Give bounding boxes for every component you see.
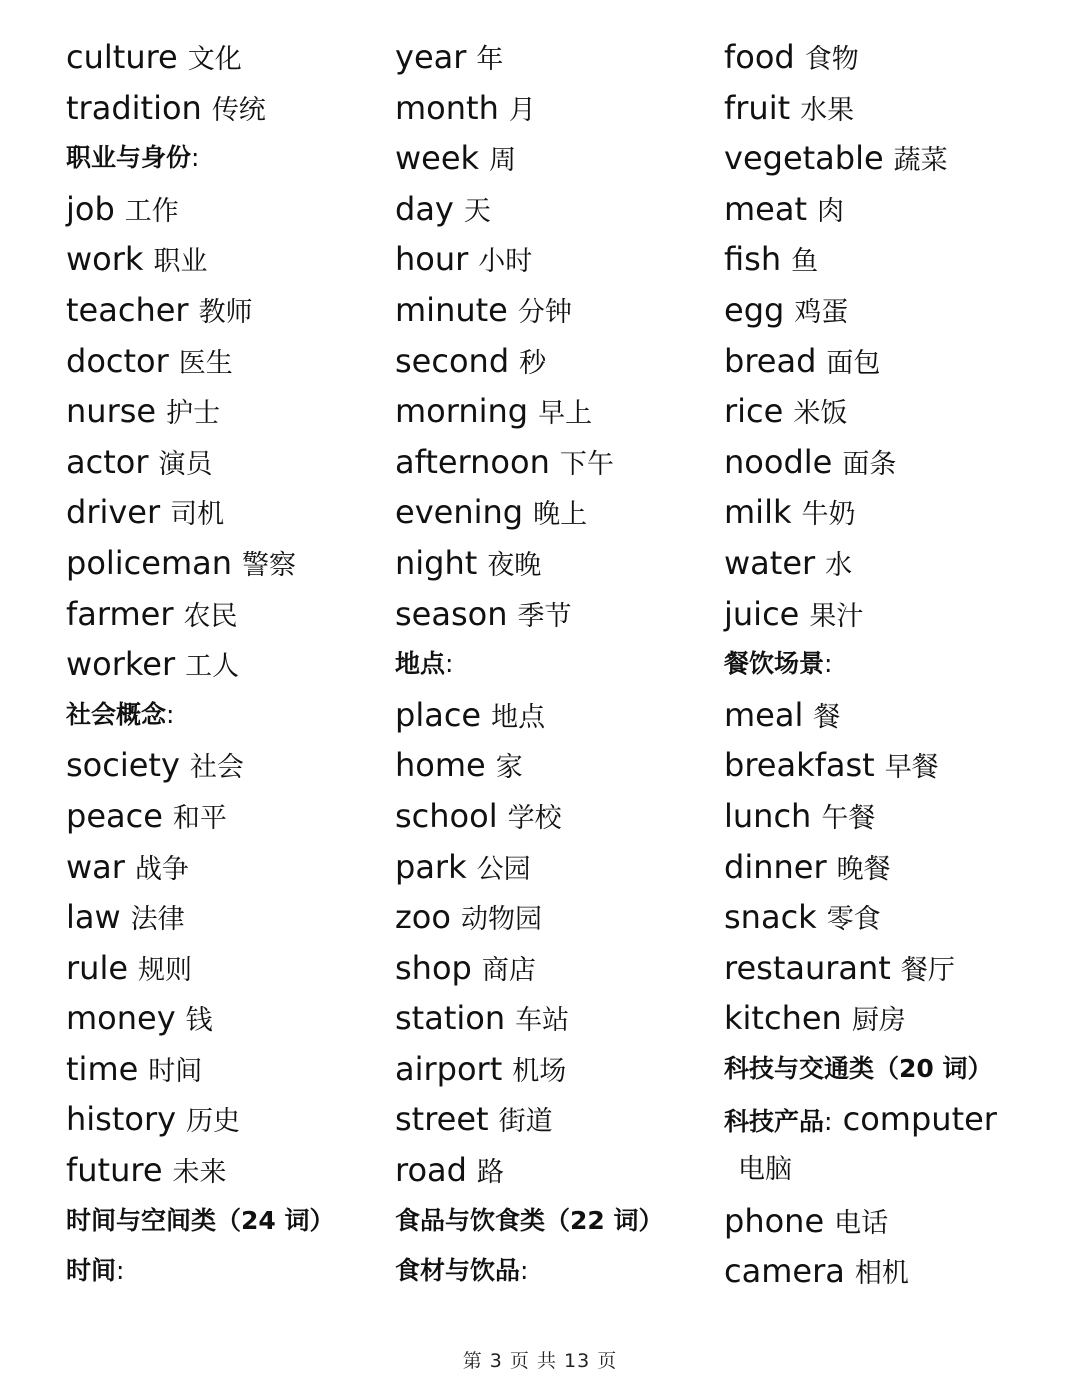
chinese-meaning: 教师 [198,296,253,328]
english-word: dinner [724,847,827,886]
chinese-meaning: 周 [489,145,517,177]
chinese-meaning: 季节 [517,600,572,632]
english-word: lunch [724,796,812,835]
english-word: kitchen [724,999,842,1038]
english-word: breakfast [724,746,875,785]
vocab-entry [724,690,997,741]
english-word: farmer [66,594,174,633]
chinese-meaning: 秒 [519,347,547,379]
chinese-meaning: 食物 [804,44,859,75]
chinese-meaning: 年 [476,44,504,75]
english-word: year [395,38,467,76]
category-heading [66,690,335,741]
vocab-entry [395,184,664,235]
english-word: meal [724,695,804,734]
english-word: noodle [724,442,833,481]
heading-colon: : [166,699,175,729]
english-word: season [395,594,508,633]
chinese-meaning: 厨房 [851,1005,906,1037]
english-word: zoo [395,898,451,937]
heading-colon: : [116,1256,125,1286]
english-word: month [395,88,499,127]
vocab-entry [724,83,997,134]
heading-text: 时间与空间类（24 词） [66,1205,335,1235]
english-word: worker [66,645,176,684]
heading-colon: : [191,143,200,173]
chinese-meaning: 路 [476,1157,504,1189]
heading-colon: : [824,1107,833,1137]
english-word: park [395,847,467,886]
chinese-meaning: 早上 [538,398,593,430]
chinese-meaning: 医生 [178,347,233,379]
vocab-entry [66,234,335,285]
english-word: shop [395,948,472,987]
vocab-entry [724,791,997,842]
chinese-meaning: 肉 [817,195,845,227]
english-word: food [724,38,795,76]
column-1 [66,32,335,1297]
chinese-meaning: 米饭 [793,398,848,430]
english-word: society [66,746,180,785]
english-word: actor [66,442,149,481]
english-word: day [395,189,454,228]
chinese-meaning: 果汁 [809,600,864,632]
chinese-meaning: 小时 [478,246,533,278]
english-word: nurse [66,392,157,431]
vocab-entry [395,234,664,285]
chinese-meaning: 车站 [515,1005,570,1037]
chinese-meaning: 司机 [170,499,225,531]
column-2 [395,32,664,1297]
english-word: fruit [724,88,791,127]
vocab-entry [66,184,335,235]
chinese-meaning: 电话 [834,1207,889,1239]
chinese-meaning: 蔬菜 [893,145,948,177]
english-word: computer [842,1100,997,1139]
chinese-meaning: 电脑 [738,1154,792,1186]
english-word: policeman [66,543,233,582]
chinese-meaning: 时间 [148,1055,203,1087]
chinese-meaning: 农民 [183,600,238,632]
chinese-meaning: 公园 [476,853,531,885]
english-word: job [66,189,115,228]
english-word: money [66,999,176,1038]
english-word: week [395,139,480,178]
vocab-entry [724,437,997,488]
chinese-meaning: 相机 [854,1258,909,1290]
vocab-entry [66,538,335,589]
heading-text: 餐饮场景 [724,649,825,679]
heading-text: 地点 [395,649,446,679]
english-word: history [66,1100,177,1139]
chinese-meaning: 机场 [512,1055,567,1087]
english-word: rule [66,948,129,987]
english-word: minute [395,290,508,329]
english-word: airport [395,1049,503,1088]
english-word: school [395,796,498,835]
vocab-entry [395,83,664,134]
vocab-entry [724,589,997,640]
vocab-entry [66,943,335,994]
vocab-entry [395,133,664,184]
vocab-entry [395,993,664,1044]
english-word: teacher [66,290,189,329]
heading-colon: : [445,649,454,679]
english-word: culture [66,38,178,76]
chinese-meaning: 夜晚 [487,549,542,581]
vocab-entry [724,1246,997,1297]
heading-colon: : [520,1256,529,1286]
english-word: meat [724,189,808,228]
chinese-meaning: 鸡蛋 [794,296,849,328]
english-word: phone [724,1201,825,1240]
vocab-entry [66,589,335,640]
english-word: milk [724,493,792,532]
chinese-meaning: 鱼 [791,246,819,278]
chinese-meaning: 早餐 [884,752,939,784]
english-word: war [66,847,125,886]
english-word: road [395,1151,467,1190]
vocab-entry [724,133,997,184]
vocab-entry [66,487,335,538]
english-word: fish [724,240,782,279]
category-heading [724,639,997,690]
english-word: morning [395,392,529,431]
vocab-entry [66,386,335,437]
english-word: home [395,746,486,785]
english-word: station [395,999,506,1038]
english-word: afternoon [395,442,550,481]
heading-text: 职业与身份 [66,143,192,173]
chinese-meaning: 街道 [498,1106,553,1138]
vocab-entry [395,32,664,83]
spacer [832,1100,842,1138]
vocab-continuation [724,1145,997,1196]
english-word: vegetable [724,139,884,178]
chinese-meaning: 天 [463,195,491,227]
english-word: bread [724,341,817,380]
vocab-entry [395,487,664,538]
vocab-entry [724,1196,997,1247]
vocab-entry [66,740,335,791]
vocab-entry [395,842,664,893]
vocab-entry [66,639,335,690]
chinese-meaning: 零食 [826,904,881,936]
english-word: evening [395,493,524,532]
english-word: work [66,240,144,279]
vocab-entry [724,538,997,589]
vocab-entry [395,1044,664,1095]
english-word: driver [66,493,161,532]
vocab-entry [724,234,997,285]
chinese-meaning: 职业 [153,246,208,278]
english-word: peace [66,796,163,835]
chinese-meaning: 规则 [138,954,193,986]
vocab-entry [724,487,997,538]
english-word: hour [395,240,469,279]
heading-text: 科技产品 [724,1107,825,1137]
chinese-meaning: 法律 [130,904,185,936]
chinese-meaning: 未来 [172,1157,227,1189]
vocab-entry [724,842,997,893]
vocab-entry [395,386,664,437]
english-word: juice [724,594,800,633]
vocab-entry [724,32,997,83]
chinese-meaning: 社会 [189,752,244,784]
english-word: time [66,1049,139,1088]
chinese-meaning: 晚上 [533,499,588,531]
english-word: place [395,695,482,734]
english-word: law [66,898,121,937]
vocab-entry [66,791,335,842]
english-word: second [395,341,510,380]
category-heading [724,1044,997,1095]
category-heading [395,639,664,690]
vocab-entry [66,842,335,893]
chinese-meaning: 水 [825,549,853,581]
chinese-meaning: 水果 [800,94,855,126]
chinese-meaning: 工作 [124,195,179,227]
vocab-entry [395,1094,664,1145]
english-word: restaurant [724,948,891,987]
english-word: tradition [66,88,202,127]
category-heading [395,1196,664,1247]
category-heading [66,1246,335,1297]
page-footer: 第 3 页 共 13 页 [462,1350,618,1372]
vocab-entry [66,437,335,488]
category-heading [66,133,335,184]
vocab-entry [395,1145,664,1196]
chinese-meaning: 家 [495,752,523,784]
chinese-meaning: 工人 [185,651,240,683]
vocab-entry [66,83,335,134]
chinese-meaning: 餐厅 [900,954,955,986]
heading-text: 科技与交通类（20 词） [724,1053,993,1083]
vocab-entry [395,791,664,842]
vocab-entry [395,740,664,791]
vocab-entry [66,1145,335,1196]
chinese-meaning: 战争 [134,853,189,885]
chinese-meaning: 警察 [242,549,297,581]
chinese-meaning: 地点 [491,701,546,733]
chinese-meaning: 面条 [842,448,897,480]
chinese-meaning: 牛奶 [801,499,856,531]
chinese-meaning: 和平 [172,802,227,834]
chinese-meaning: 晚餐 [836,853,891,885]
chinese-meaning: 餐 [813,701,841,733]
vocab-entry [724,740,997,791]
chinese-meaning: 午餐 [821,802,876,834]
category-heading [395,1246,664,1297]
chinese-meaning: 传统 [211,94,266,126]
heading-text: 时间 [66,1256,117,1286]
vocab-entry [395,690,664,741]
vocab-entry [66,285,335,336]
vocab-entry [66,1094,335,1145]
vocab-entry [395,892,664,943]
vocab-entry [395,285,664,336]
chinese-meaning: 动物园 [460,904,542,936]
vocab-entry [724,943,997,994]
vocab-entry [724,285,997,336]
english-word: street [395,1100,489,1139]
english-word: egg [724,290,785,329]
category-heading-with-word [724,1094,997,1145]
chinese-meaning: 分钟 [517,296,572,328]
vocab-entry [724,386,997,437]
vocab-entry [724,184,997,235]
english-word: camera [724,1252,845,1291]
english-word: water [724,543,816,582]
vocab-entry [66,993,335,1044]
vocab-entry [395,589,664,640]
english-word: future [66,1151,163,1190]
heading-text: 食材与饮品 [395,1256,521,1286]
vocab-entry [66,892,335,943]
heading-text: 社会概念 [66,699,167,729]
vocab-entry [66,1044,335,1095]
vocab-entry [395,538,664,589]
column-3 [724,32,997,1297]
chinese-meaning: 文化 [187,44,242,75]
vocab-entry [395,437,664,488]
chinese-meaning: 历史 [186,1106,241,1138]
vocab-entry [395,336,664,387]
chinese-meaning: 演员 [158,448,213,480]
english-word: snack [724,898,817,937]
vocab-entry [724,993,997,1044]
vocab-entry [724,336,997,387]
heading-colon: : [824,649,833,679]
vocab-entry [66,336,335,387]
chinese-meaning: 月 [508,94,536,126]
chinese-meaning: 学校 [507,802,562,834]
chinese-meaning: 钱 [185,1005,213,1037]
vocab-entry [395,943,664,994]
vocab-entry [66,32,335,83]
chinese-meaning: 面包 [826,347,881,379]
english-word: doctor [66,341,169,380]
english-word: night [395,543,478,582]
chinese-meaning: 护士 [166,398,221,430]
category-heading [66,1196,335,1247]
heading-text: 食品与饮食类（22 词） [395,1205,664,1235]
vocab-entry [724,892,997,943]
chinese-meaning: 下午 [559,448,614,480]
english-word: rice [724,392,784,431]
chinese-meaning: 商店 [481,954,536,986]
